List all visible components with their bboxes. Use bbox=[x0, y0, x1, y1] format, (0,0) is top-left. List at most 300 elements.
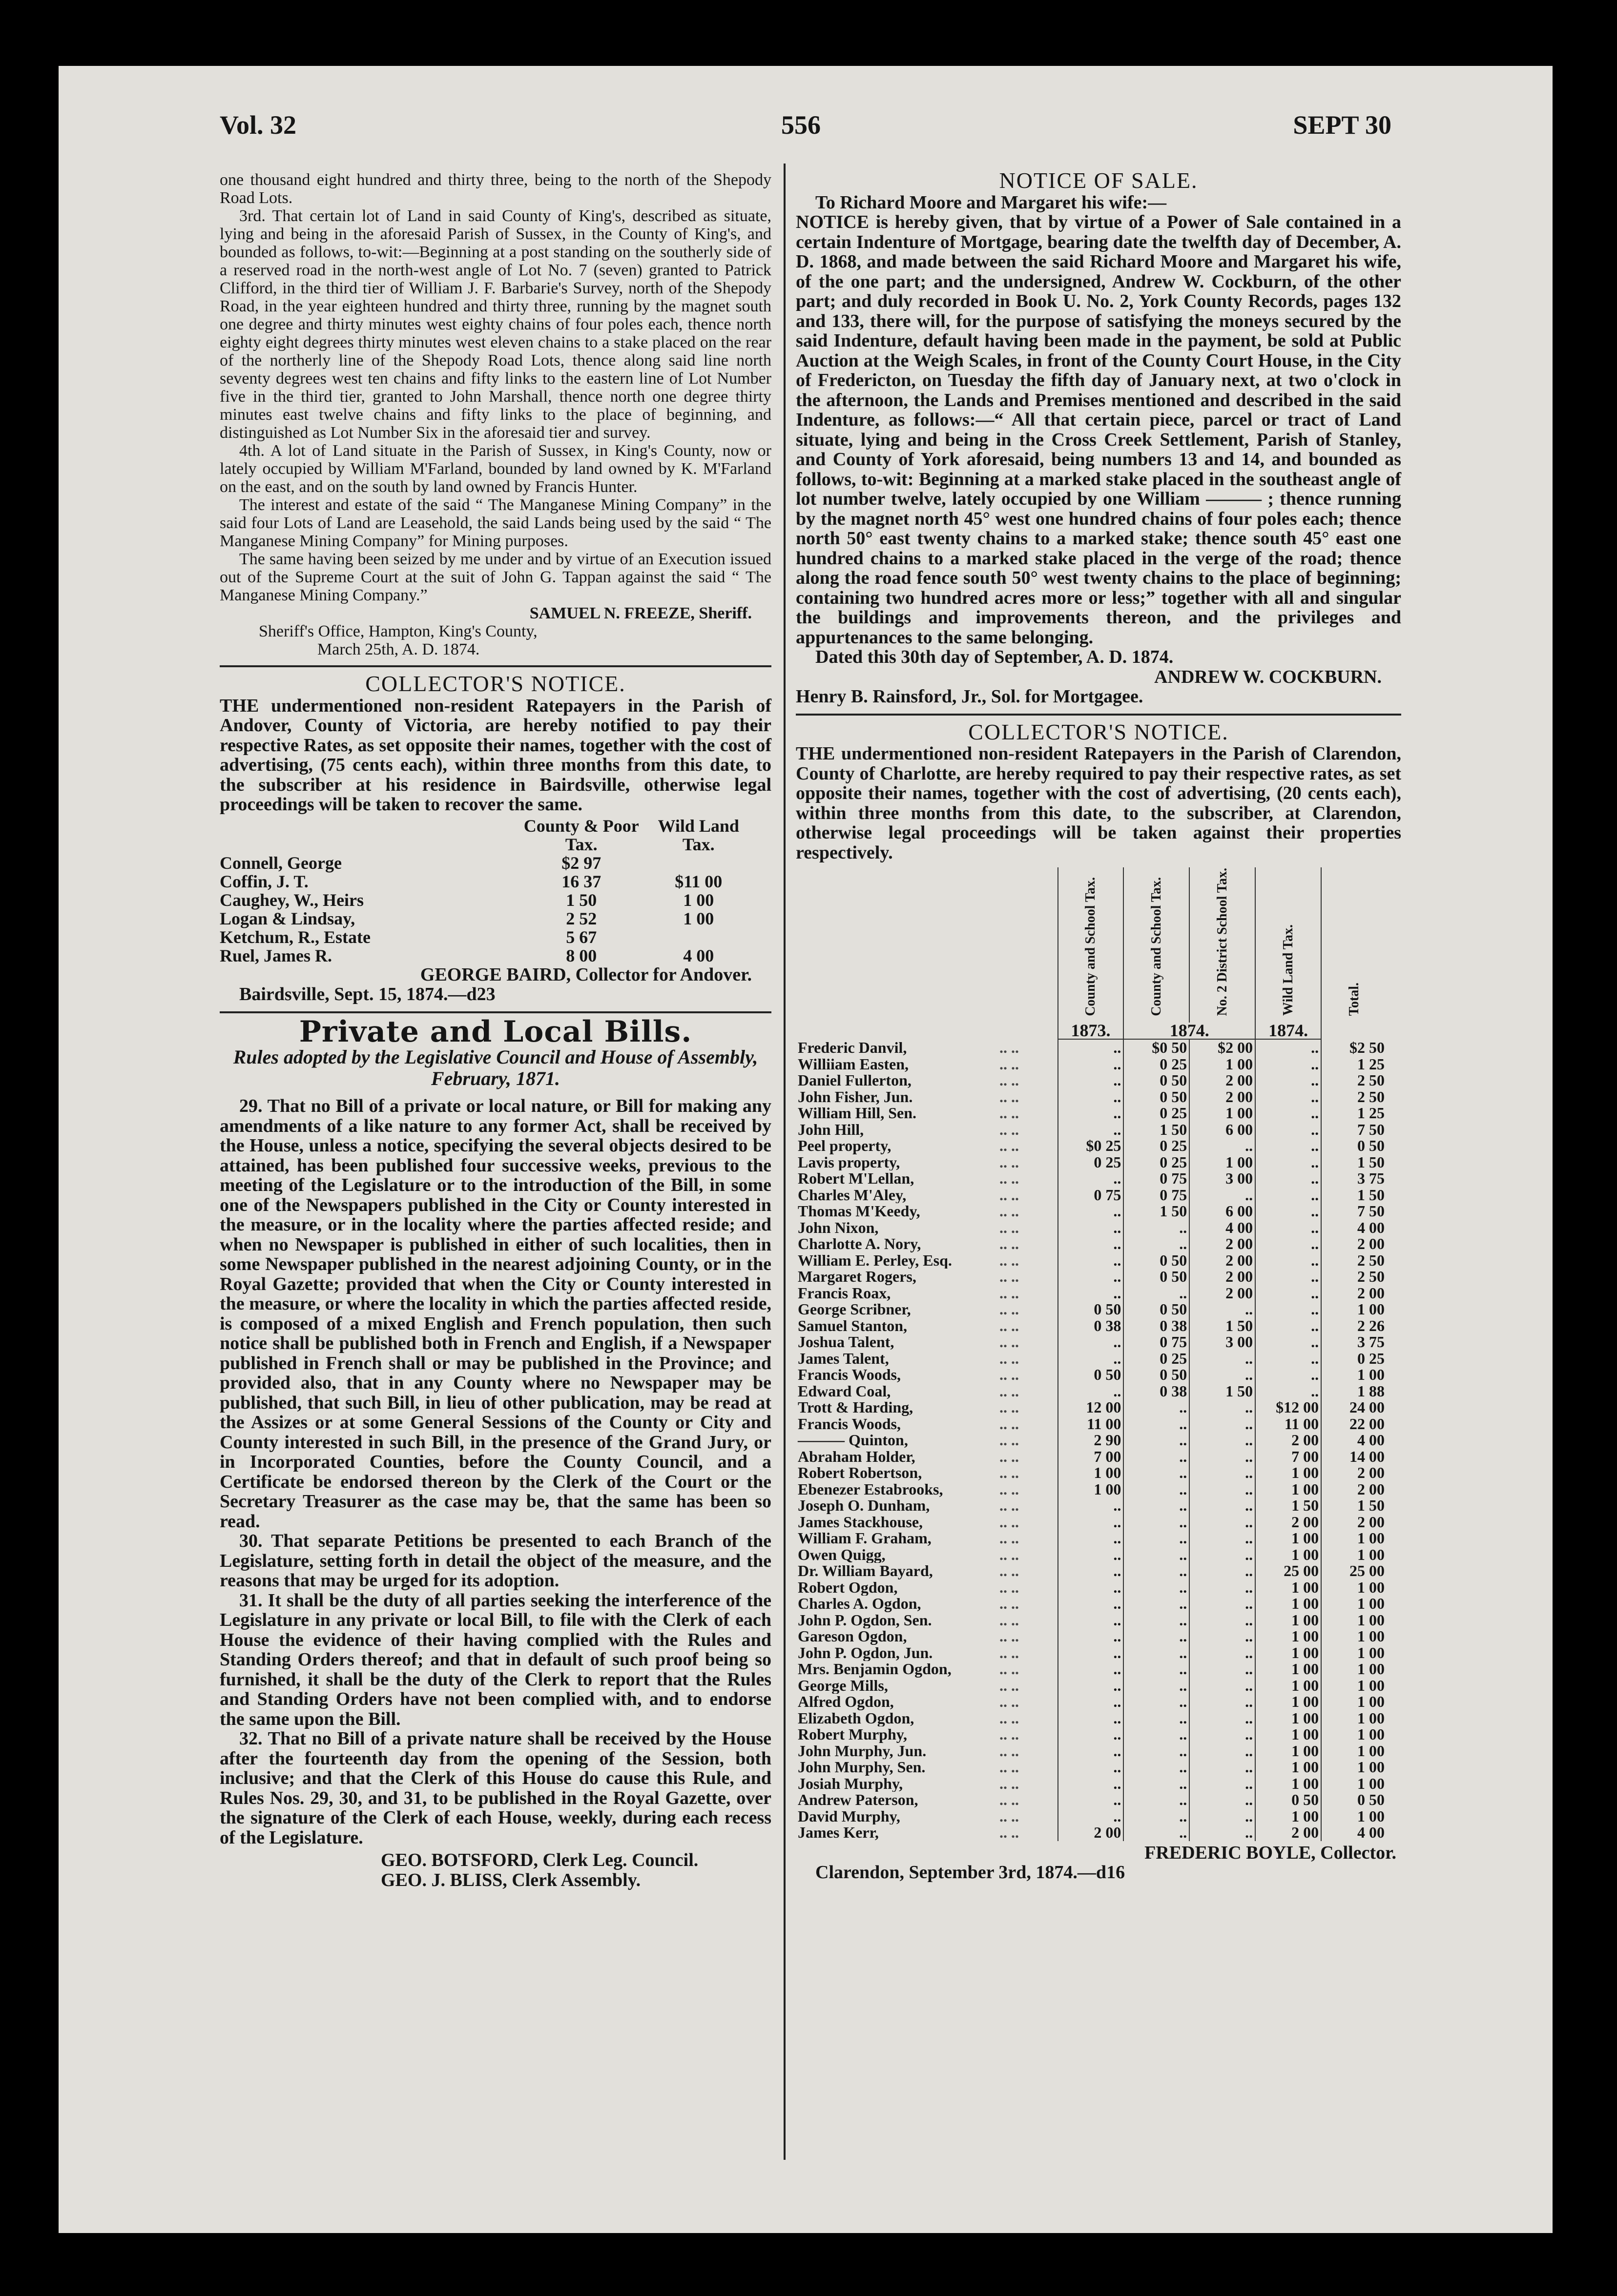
district-school-tax: .. bbox=[1189, 1514, 1255, 1531]
wild-land-tax: .. bbox=[1255, 1122, 1321, 1138]
sheriff-notice-text-4: The interest and estate of the said “ The Manganese Mining Company” in the said four Lots of Land are Leasehold, the said Lands being used by the said “ The Manganese Mining Company” for Mining purposes. bbox=[220, 496, 771, 550]
ratepayer-name: John Fisher, Jun. bbox=[798, 1088, 913, 1106]
total-tax: 2 00 bbox=[1321, 1514, 1387, 1531]
ratepayer-name: Alfred Ogdon, bbox=[798, 1694, 894, 1710]
total-tax: 1 00 bbox=[1321, 1579, 1387, 1596]
district-school-tax: .. bbox=[1189, 1351, 1255, 1367]
county-school-1873: .. bbox=[1058, 1792, 1124, 1808]
county-school-1874: .. bbox=[1123, 1776, 1189, 1792]
ratepayer-name: Robert Ogdon, bbox=[798, 1579, 898, 1596]
county-poor-tax: 16 37 bbox=[561, 871, 601, 891]
district-school-tax: .. bbox=[1189, 1726, 1255, 1743]
wild-land-tax: .. bbox=[1255, 1170, 1321, 1187]
leader-dots: .. .. bbox=[999, 1578, 1019, 1596]
district-school-tax: 1 00 bbox=[1189, 1056, 1255, 1073]
table-row bbox=[796, 1579, 1387, 1596]
table-row bbox=[796, 1416, 1387, 1433]
total-tax: $2 50 bbox=[1321, 1039, 1387, 1056]
total-tax: 1 00 bbox=[1321, 1808, 1387, 1825]
county-school-1874: .. bbox=[1123, 1596, 1189, 1612]
leader-dots: .. .. bbox=[999, 1562, 1019, 1580]
ratepayer-name: Francis Roax, bbox=[798, 1285, 891, 1302]
county-school-1873: .. bbox=[1058, 1612, 1124, 1629]
right-column bbox=[796, 168, 1401, 1883]
leader-dots: .. .. bbox=[999, 1725, 1019, 1743]
county-school-1874: 0 25 bbox=[1123, 1056, 1189, 1073]
leader-dots: .. .. bbox=[999, 1251, 1019, 1269]
table-row bbox=[796, 1301, 1387, 1318]
ratepayer-name: Robert Murphy, bbox=[798, 1726, 907, 1743]
bliss-signature: GEO. J. BLISS, Clerk Assembly. bbox=[381, 1869, 641, 1890]
ratepayer-name: Williiam Easten, bbox=[798, 1056, 909, 1073]
leader-dots: .. .. bbox=[999, 1218, 1019, 1236]
county-school-1873: .. bbox=[1058, 1039, 1124, 1056]
county-school-1874: .. bbox=[1123, 1399, 1189, 1416]
leader-dots: .. .. bbox=[999, 1268, 1019, 1286]
ratepayer-name: Joseph O. Dunham, bbox=[798, 1497, 930, 1514]
county-school-1873: .. bbox=[1058, 1269, 1124, 1285]
botsford-signature: GEO. BOTSFORD, Clerk Leg. Council. bbox=[381, 1850, 699, 1870]
district-school-tax: 6 00 bbox=[1189, 1122, 1255, 1138]
county-school-1873: 7 00 bbox=[1058, 1449, 1124, 1465]
total-tax: 1 00 bbox=[1321, 1367, 1387, 1383]
total-tax: 25 00 bbox=[1321, 1563, 1387, 1579]
total-tax: 1 00 bbox=[1321, 1743, 1387, 1760]
total-tax: 7 50 bbox=[1321, 1203, 1387, 1220]
county-school-1873: .. bbox=[1058, 1334, 1124, 1351]
wild-land-tax: $11 00 bbox=[675, 871, 723, 891]
county-school-1873: .. bbox=[1058, 1122, 1124, 1138]
andover-row bbox=[220, 891, 747, 909]
county-school-1873: .. bbox=[1058, 1220, 1124, 1236]
district-school-tax: 2 00 bbox=[1189, 1269, 1255, 1285]
cockburn-signature: ANDREW W. COCKBURN. bbox=[1154, 666, 1382, 687]
county-school-1874: 0 50 bbox=[1123, 1072, 1189, 1089]
district-school-tax: 2 00 bbox=[1189, 1089, 1255, 1106]
leader-dots: .. .. bbox=[999, 1071, 1019, 1089]
county-school-1873: .. bbox=[1058, 1759, 1124, 1776]
leader-dots: .. .. bbox=[999, 1660, 1019, 1678]
table-row bbox=[796, 1351, 1387, 1367]
leader-dots: .. .. bbox=[999, 1774, 1019, 1792]
county-school-1874: 1 50 bbox=[1123, 1122, 1189, 1138]
ratepayer-name: James Stackhouse, bbox=[798, 1514, 923, 1531]
andover-row bbox=[220, 854, 747, 872]
clarendon-notice-title: COLLECTOR'S NOTICE. bbox=[968, 719, 1229, 744]
wild-land-tax: 1 00 bbox=[1255, 1776, 1321, 1792]
andover-head-county-tax: Tax. bbox=[565, 834, 598, 854]
county-school-1873: 2 00 bbox=[1058, 1824, 1124, 1841]
table-row bbox=[796, 1497, 1387, 1514]
county-school-1873: .. bbox=[1058, 1710, 1124, 1727]
county-school-1874: .. bbox=[1123, 1743, 1189, 1760]
leader-dots: .. .. bbox=[999, 1742, 1019, 1760]
county-school-1874: 0 50 bbox=[1123, 1269, 1189, 1285]
rule-31: 31. It shall be the duty of all parties seeking the interference of the Legislature in any private or local Bill, to file with the Clerk of each House the evidence of their having complied with the Rules and Standing Orders thereof; and that in default of such proof being so furnished, it shall be the duty of the Clerk to report that the Rules and Standing Orders have not been complied with, and to endorse the same upon the Bill. bbox=[220, 1590, 771, 1729]
andover-notice-title: COLLECTOR'S NOTICE. bbox=[365, 671, 626, 696]
leader-dots: .. .. bbox=[999, 1382, 1019, 1400]
left-column bbox=[220, 171, 771, 1890]
district-school-tax: .. bbox=[1189, 1497, 1255, 1514]
district-school-tax: 2 00 bbox=[1189, 1285, 1255, 1302]
total-tax: 3 75 bbox=[1321, 1334, 1387, 1351]
table-row bbox=[796, 1383, 1387, 1400]
county-school-1873: .. bbox=[1058, 1072, 1124, 1089]
county-school-1873: 2 90 bbox=[1058, 1432, 1124, 1449]
county-school-1874: .. bbox=[1123, 1792, 1189, 1808]
wild-land-tax: 1 00 bbox=[1255, 1726, 1321, 1743]
sale-notice-text: NOTICE is hereby given, that by virtue of a Power of Sale contained in a certain Indenture of Mortgage, bearing date the twelfth day of December, A. D. 1868, and made between the said Richard Moore and Margaret his wife, of the one part; and the undersigned, Andrew W. Cockburn, of the other part; and duly recorded in Book U. No. 2, York County Records, pages 132 and 133, there will, for the purpose of satisfying the moneys secured by the said Indenture, default having been made in the payment, be sold at Public Auction at the Weigh Scales, in front of the County Court House, in the City of Fredericton, on Tuesday the fifth day of January next, at two o'clock in the afternoon, the Lands and Premises mentioned and described in the said Indenture, as follows:—“ All that certain piece, parcel or tract of Land situate, lying and being in the Cross Creek Settlement, Parish of Stanley, and County of York aforesaid, being numbers 13 and 14, and bounded as follows, to-wit: Beginning at a marked stake placed in the southeast angle of lot number twelve, lately occupied by one William ——— ; thence running by the magnet north 45° west one hundred chains of four poles each; thence north 50° east twenty chains to a marked stake; thence south 45° east one hundred chains to a marked stake placed in the verge of the road; thence along the road fence south 50° west twenty chains to the place of beginning; containing two hundred acres more or less;” together with all and singular the buildings and improvements thereon, and the privileges and appurtenances to the same belonging. bbox=[796, 212, 1401, 648]
solicitor-line: Henry B. Rainsford, Jr., Sol. for Mortgagee. bbox=[796, 686, 1143, 707]
leader-dots: .. .. bbox=[999, 1431, 1019, 1449]
wild-land-tax: 1 00 bbox=[1255, 1612, 1321, 1629]
county-school-1874: .. bbox=[1123, 1563, 1189, 1579]
total-tax: 1 00 bbox=[1321, 1726, 1387, 1743]
county-school-1873: .. bbox=[1058, 1105, 1124, 1122]
ratepayer-name: Ebenezer Estabrooks, bbox=[798, 1481, 943, 1498]
total-tax: 1 00 bbox=[1321, 1612, 1387, 1629]
total-tax: 1 25 bbox=[1321, 1056, 1387, 1073]
ratepayer-name: William Hill, Sen. bbox=[798, 1105, 916, 1122]
ratepayer-name: John Nixon, bbox=[798, 1219, 879, 1236]
col-head-wild: Wild Land Tax. bbox=[1280, 924, 1296, 1016]
wild-land-tax: .. bbox=[1255, 1367, 1321, 1383]
district-school-tax: .. bbox=[1189, 1416, 1255, 1433]
andover-row bbox=[220, 872, 747, 891]
ratepayer-name: Caughey, W., Heirs bbox=[220, 890, 364, 910]
county-school-1873: 1 00 bbox=[1058, 1465, 1124, 1481]
ratepayer-name: Andrew Paterson, bbox=[798, 1792, 918, 1808]
county-school-1874: .. bbox=[1123, 1547, 1189, 1563]
wild-land-tax: .. bbox=[1255, 1351, 1321, 1367]
district-school-tax: .. bbox=[1189, 1579, 1255, 1596]
leader-dots: .. .. bbox=[999, 1235, 1019, 1253]
district-school-tax: .. bbox=[1189, 1432, 1255, 1449]
county-school-1873: 1 00 bbox=[1058, 1481, 1124, 1498]
year-1873: 1873. bbox=[1058, 1023, 1124, 1040]
district-school-tax: .. bbox=[1189, 1628, 1255, 1645]
county-school-1874: .. bbox=[1123, 1497, 1189, 1514]
table-row bbox=[796, 1072, 1387, 1089]
leader-dots: .. .. bbox=[999, 1464, 1019, 1482]
table-row bbox=[796, 1252, 1387, 1269]
andover-tax-table bbox=[220, 817, 747, 965]
total-tax: 4 00 bbox=[1321, 1824, 1387, 1841]
sheriff-date: March 25th, A. D. 1874. bbox=[317, 640, 480, 658]
wild-land-tax: 1 00 bbox=[1255, 1481, 1321, 1498]
table-row bbox=[796, 1187, 1387, 1204]
district-school-tax: .. bbox=[1189, 1449, 1255, 1465]
ratepayer-name: Frederic Danvil, bbox=[798, 1039, 907, 1056]
table-row bbox=[796, 1808, 1387, 1825]
baird-date: Bairdsville, Sept. 15, 1874.—d23 bbox=[239, 984, 496, 1004]
ratepayer-name: Peel property, bbox=[798, 1138, 891, 1154]
wild-land-tax: .. bbox=[1255, 1154, 1321, 1171]
total-tax: 2 00 bbox=[1321, 1481, 1387, 1498]
district-school-tax: 1 50 bbox=[1189, 1383, 1255, 1400]
ratepayer-name: Robert M'Lellan, bbox=[798, 1170, 914, 1187]
county-school-1873: .. bbox=[1058, 1808, 1124, 1825]
bills-title: Private and Local Bills. bbox=[299, 1014, 692, 1049]
total-tax: 2 50 bbox=[1321, 1252, 1387, 1269]
ratepayer-name: Thomas M'Keedy, bbox=[798, 1203, 920, 1220]
total-tax: 2 00 bbox=[1321, 1465, 1387, 1481]
table-row bbox=[796, 1743, 1387, 1760]
clarendon-notice-text: THE undermentioned non-resident Ratepayers in the Parish of Clarendon, County of Charlotte, are hereby required to pay their respective rates, as set opposite their names, together with the cost of advertising, (20 cents each), within three months from this date, to the subscriber, at Clarendon, otherwise legal proceedings will be taken against their properties respectively. bbox=[796, 743, 1401, 863]
county-school-1873: 0 38 bbox=[1058, 1318, 1124, 1334]
total-tax: 0 25 bbox=[1321, 1351, 1387, 1367]
ratepayer-name: Daniel Fullerton, bbox=[798, 1072, 912, 1089]
wild-land-tax: .. bbox=[1255, 1334, 1321, 1351]
wild-land-tax: .. bbox=[1255, 1072, 1321, 1089]
table-row bbox=[796, 1318, 1387, 1334]
wild-land-tax: 2 00 bbox=[1255, 1514, 1321, 1531]
total-tax: 1 00 bbox=[1321, 1596, 1387, 1612]
leader-dots: .. .. bbox=[999, 1120, 1019, 1138]
issue-date: SEPT 30 bbox=[1293, 110, 1391, 140]
ratepayer-name: Joshua Talent, bbox=[798, 1334, 894, 1351]
leader-dots: .. .. bbox=[999, 1758, 1019, 1776]
table-row bbox=[796, 1449, 1387, 1465]
district-school-tax: .. bbox=[1189, 1301, 1255, 1318]
county-school-1873: .. bbox=[1058, 1285, 1124, 1302]
county-school-1874: .. bbox=[1123, 1432, 1189, 1449]
sale-notice-title: NOTICE OF SALE. bbox=[999, 168, 1198, 193]
wild-land-tax: .. bbox=[1255, 1236, 1321, 1252]
wild-land-tax: 1 00 bbox=[1255, 1661, 1321, 1678]
leader-dots: .. .. bbox=[999, 1496, 1019, 1515]
page-number: 556 bbox=[781, 110, 821, 140]
district-school-tax: 1 00 bbox=[1189, 1154, 1255, 1171]
county-poor-tax: 1 50 bbox=[566, 890, 597, 910]
sheriff-notice-text-5: The same having been seized by me under and by virtue of an Execution issued out of the Supreme Court at the suit of John G. Tappan against the said “ The Manganese Mining Company.” bbox=[220, 550, 771, 604]
county-school-1874: .. bbox=[1123, 1759, 1189, 1776]
leader-dots: .. .. bbox=[999, 1137, 1019, 1155]
district-school-tax: 1 50 bbox=[1189, 1318, 1255, 1334]
table-row bbox=[796, 1710, 1387, 1727]
total-tax: 1 00 bbox=[1321, 1759, 1387, 1776]
section-rule bbox=[796, 714, 1401, 716]
county-school-1874: .. bbox=[1123, 1694, 1189, 1710]
ratepayer-name: Elizabeth Ogdon, bbox=[798, 1710, 914, 1727]
total-tax: 22 00 bbox=[1321, 1416, 1387, 1433]
table-row bbox=[796, 1726, 1387, 1743]
county-school-1873: .. bbox=[1058, 1236, 1124, 1252]
county-school-1873: 0 50 bbox=[1058, 1301, 1124, 1318]
ratepayer-name: Edward Coal, bbox=[798, 1383, 891, 1400]
ratepayer-name: Francis Woods, bbox=[798, 1367, 901, 1383]
county-school-1874: 0 25 bbox=[1123, 1105, 1189, 1122]
county-school-1873: .. bbox=[1058, 1203, 1124, 1220]
leader-dots: .. .. bbox=[999, 1709, 1019, 1727]
district-school-tax: .. bbox=[1189, 1596, 1255, 1612]
district-school-tax: .. bbox=[1189, 1808, 1255, 1825]
ratepayer-name: Dr. William Bayard, bbox=[798, 1563, 933, 1579]
ratepayer-name: John P. Ogdon, Sen. bbox=[798, 1612, 932, 1629]
volume-label: Vol. 32 bbox=[220, 110, 297, 140]
wild-land-tax: 25 00 bbox=[1255, 1563, 1321, 1579]
county-school-1874: .. bbox=[1123, 1726, 1189, 1743]
county-school-1873: .. bbox=[1058, 1252, 1124, 1269]
district-school-tax: .. bbox=[1189, 1743, 1255, 1760]
ratepayer-name: Ruel, James R. bbox=[220, 945, 332, 965]
wild-land-tax: .. bbox=[1255, 1105, 1321, 1122]
district-school-tax: .. bbox=[1189, 1187, 1255, 1204]
district-school-tax: .. bbox=[1189, 1530, 1255, 1547]
district-school-tax: .. bbox=[1189, 1481, 1255, 1498]
district-school-tax: .. bbox=[1189, 1399, 1255, 1416]
total-tax: 24 00 bbox=[1321, 1399, 1387, 1416]
leader-dots: .. .. bbox=[999, 1333, 1019, 1351]
andover-row bbox=[220, 928, 747, 946]
county-school-1874: 1 50 bbox=[1123, 1203, 1189, 1220]
leader-dots: .. .. bbox=[999, 1824, 1019, 1842]
ratepayer-name: Gareson Ogdon, bbox=[798, 1628, 907, 1645]
col-head-district: No. 2 District School Tax. bbox=[1214, 868, 1230, 1016]
county-school-1874: .. bbox=[1123, 1628, 1189, 1645]
county-school-1873: 11 00 bbox=[1058, 1416, 1124, 1433]
sheriff-office: Sheriff's Office, Hampton, King's County, bbox=[259, 622, 538, 640]
ratepayer-name: John Hill, bbox=[798, 1121, 864, 1138]
county-school-1874: .. bbox=[1123, 1612, 1189, 1629]
column-divider bbox=[784, 164, 786, 2160]
leader-dots: .. .. bbox=[999, 1202, 1019, 1220]
wild-land-tax: 1 00 bbox=[1255, 1678, 1321, 1694]
leader-dots: .. .. bbox=[999, 1316, 1019, 1334]
sheriff-notice-text-2: 3rd. That certain lot of Land in said County of King's, described as situate, lying and being in the aforesaid Parish of Sussex, in the County of King's, and bounded as follows, to-wit:—Beginning at a post standing on the southerly side of a reserved road in the north-west angle of Lot No. 7 (seven) granted to Patrick Clifford, in the third tier of William J. F. Barbarie's Survey, north of the Shepody Road, in the year eighteen hundred and thirty three, running by the magnet south one degree and thirty minutes west eighty chains of four poles each, thence north eighty eight degrees thirty minutes west eleven chains to a stake placed on the rear of the northerly line of the Shepody Road Lots, thence along said line north seventy degrees west ten chains and fifty links to the eastern line of Lot Number five in the third tier, granted to John Marshall, thence north one degree thirty minutes east twelve chains and fifty links to the place of beginning, and distinguished as Lot Number Six in the aforesaid tier and survey. bbox=[220, 207, 771, 442]
year-1874: 1874. bbox=[1123, 1023, 1255, 1040]
district-school-tax: .. bbox=[1189, 1367, 1255, 1383]
table-row bbox=[796, 1481, 1387, 1498]
county-school-1874: .. bbox=[1123, 1514, 1189, 1531]
ratepayer-name: Margaret Rogers, bbox=[798, 1269, 916, 1285]
wild-land-tax: 1 00 bbox=[1255, 1530, 1321, 1547]
wild-land-tax: 1 00 bbox=[1255, 1579, 1321, 1596]
table-row bbox=[796, 1530, 1387, 1547]
district-school-tax: 6 00 bbox=[1189, 1203, 1255, 1220]
county-school-1874: 0 75 bbox=[1123, 1187, 1189, 1204]
district-school-tax: .. bbox=[1189, 1824, 1255, 1841]
wild-land-tax: .. bbox=[1255, 1220, 1321, 1236]
table-row bbox=[796, 1661, 1387, 1678]
total-tax: 1 00 bbox=[1321, 1530, 1387, 1547]
district-school-tax: .. bbox=[1189, 1563, 1255, 1579]
total-tax: 4 00 bbox=[1321, 1220, 1387, 1236]
wild-land-tax: .. bbox=[1255, 1056, 1321, 1073]
ratepayer-name: Coffin, J. T. bbox=[220, 871, 309, 891]
county-school-1873: .. bbox=[1058, 1547, 1124, 1563]
county-school-1874: 0 25 bbox=[1123, 1154, 1189, 1171]
ratepayer-name: Samuel Stanton, bbox=[798, 1317, 908, 1334]
table-row bbox=[796, 1269, 1387, 1285]
district-school-tax: .. bbox=[1189, 1792, 1255, 1808]
boyle-date: Clarendon, September 3rd, 1874.—d16 bbox=[815, 1862, 1125, 1883]
table-row bbox=[796, 1776, 1387, 1792]
district-school-tax: .. bbox=[1189, 1138, 1255, 1154]
total-tax: 1 25 bbox=[1321, 1105, 1387, 1122]
district-school-tax: .. bbox=[1189, 1465, 1255, 1481]
leader-dots: .. .. bbox=[999, 1676, 1019, 1694]
ratepayer-name: George Mills, bbox=[798, 1677, 888, 1694]
county-school-1873: .. bbox=[1058, 1726, 1124, 1743]
leader-dots: .. .. bbox=[999, 1513, 1019, 1531]
leader-dots: .. .. bbox=[999, 1447, 1019, 1465]
ratepayer-name: Connell, George bbox=[220, 853, 342, 873]
table-row bbox=[796, 1628, 1387, 1645]
district-school-tax: .. bbox=[1189, 1645, 1255, 1661]
county-school-1873: .. bbox=[1058, 1645, 1124, 1661]
county-school-1873: .. bbox=[1058, 1661, 1124, 1678]
wild-land-tax: .. bbox=[1255, 1383, 1321, 1400]
wild-land-tax: .. bbox=[1255, 1285, 1321, 1302]
total-tax: 0 50 bbox=[1321, 1138, 1387, 1154]
county-school-1874: 0 50 bbox=[1123, 1252, 1189, 1269]
ratepayer-name: William E. Perley, Esq. bbox=[798, 1252, 952, 1269]
wild-land-tax: .. bbox=[1255, 1252, 1321, 1269]
col-head-county-1873: County and School Tax. bbox=[1082, 877, 1098, 1016]
ratepayer-name: Ketchum, R., Estate bbox=[220, 927, 371, 947]
table-row bbox=[796, 1122, 1387, 1138]
total-tax: 7 50 bbox=[1321, 1122, 1387, 1138]
andover-row bbox=[220, 946, 747, 965]
ratepayer-name: Owen Quigg, bbox=[798, 1546, 886, 1563]
county-school-1873: 0 25 bbox=[1058, 1154, 1124, 1171]
total-tax: 4 00 bbox=[1321, 1432, 1387, 1449]
andover-row bbox=[220, 909, 747, 928]
county-school-1873: .. bbox=[1058, 1497, 1124, 1514]
district-school-tax: .. bbox=[1189, 1694, 1255, 1710]
bills-subtitle: Rules adopted by the Legislative Council and House of Assembly, February, 1871. bbox=[233, 1046, 758, 1089]
total-tax: 1 00 bbox=[1321, 1678, 1387, 1694]
county-school-1874: $0 50 bbox=[1123, 1039, 1189, 1056]
leader-dots: .. .. bbox=[999, 1611, 1019, 1629]
leader-dots: .. .. bbox=[999, 1169, 1019, 1188]
wild-land-tax bbox=[650, 854, 747, 872]
total-tax: 2 50 bbox=[1321, 1269, 1387, 1285]
district-school-tax: 2 00 bbox=[1189, 1072, 1255, 1089]
county-poor-tax: 5 67 bbox=[566, 927, 597, 947]
leader-dots: .. .. bbox=[999, 1186, 1019, 1204]
ratepayer-name: Trott & Harding, bbox=[798, 1399, 913, 1416]
table-row bbox=[796, 1824, 1387, 1841]
county-school-1873: 0 75 bbox=[1058, 1187, 1124, 1204]
total-tax: 2 00 bbox=[1321, 1236, 1387, 1252]
county-school-1873: $0 25 bbox=[1058, 1138, 1124, 1154]
county-school-1874: .. bbox=[1123, 1220, 1189, 1236]
table-row bbox=[796, 1138, 1387, 1154]
county-school-1873: .. bbox=[1058, 1170, 1124, 1187]
leader-dots: .. .. bbox=[999, 1366, 1019, 1384]
table-row bbox=[796, 1563, 1387, 1579]
ratepayer-name: Logan & Lindsay, bbox=[220, 908, 355, 928]
county-school-1874: 0 75 bbox=[1123, 1170, 1189, 1187]
total-tax: 0 50 bbox=[1321, 1792, 1387, 1808]
county-school-1874: 0 50 bbox=[1123, 1089, 1189, 1106]
district-school-tax: 3 00 bbox=[1189, 1170, 1255, 1187]
county-school-1873: .. bbox=[1058, 1678, 1124, 1694]
ratepayer-name: George Scribner, bbox=[798, 1301, 911, 1318]
table-row bbox=[796, 1465, 1387, 1481]
wild-land-tax: 0 50 bbox=[1255, 1792, 1321, 1808]
county-school-1873: .. bbox=[1058, 1514, 1124, 1531]
table-row bbox=[796, 1039, 1387, 1056]
wild-land-tax: 1 00 bbox=[1255, 1808, 1321, 1825]
county-school-1874: 0 50 bbox=[1123, 1367, 1189, 1383]
county-school-1873: .. bbox=[1058, 1596, 1124, 1612]
rule-30: 30. That separate Petitions be presented to each Branch of the Legislature, setting forth in detail the object of the measure, and the reasons that may be urged for its adoption. bbox=[220, 1531, 771, 1591]
county-school-1874: .. bbox=[1123, 1465, 1189, 1481]
ratepayer-name: James Talent, bbox=[798, 1350, 889, 1367]
